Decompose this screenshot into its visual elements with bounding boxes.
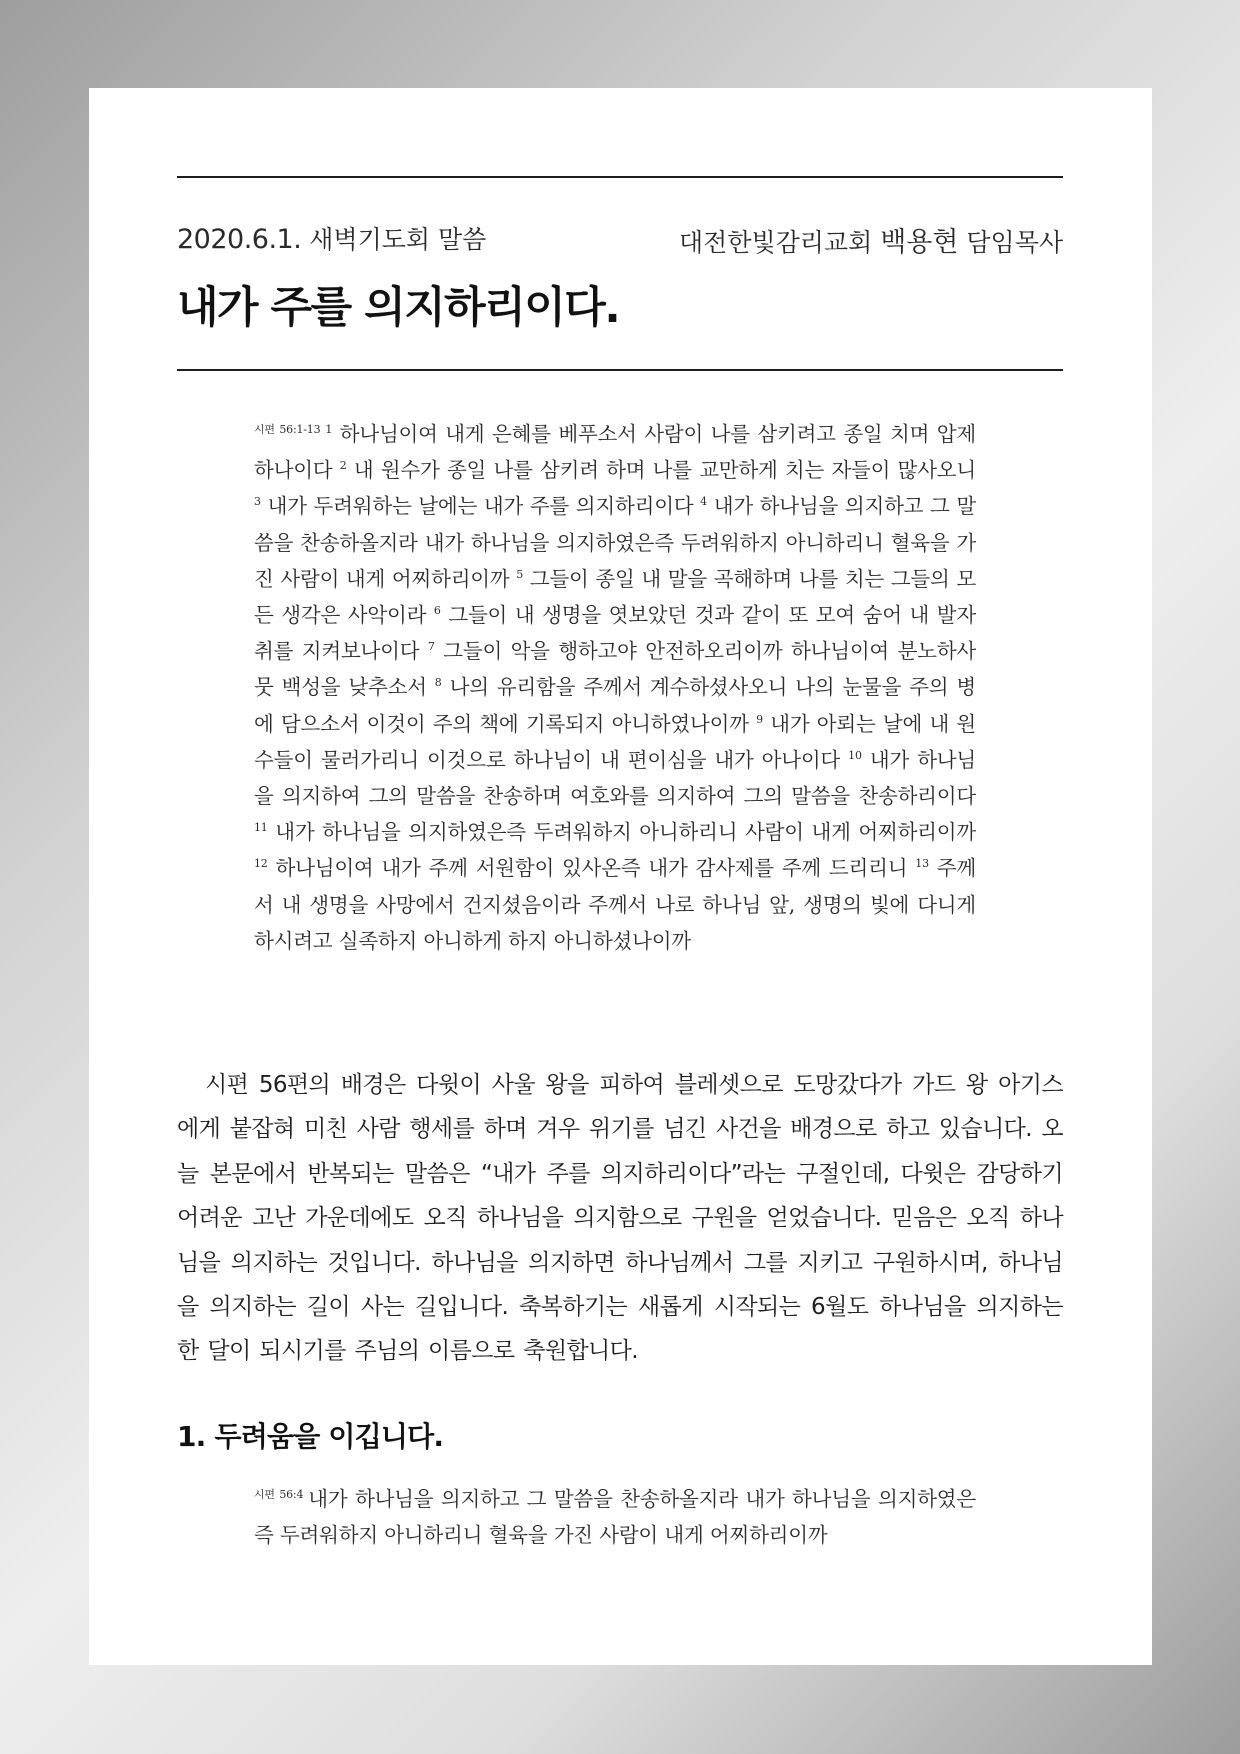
section-scripture-text: 내가 하나님을 의지하고 그 말씀을 찬송하올지라 내가 하나님을 의지하였은즉 두려워하지 아니하리니 혈육을 가진 사람이 내게 어찌하리이까 <box>254 1487 976 1548</box>
verse-number: 12 <box>254 857 268 871</box>
verse-text: 나의 유리함을 주께서 계수하셨사오니 나의 눈물을 주의 병에 담으소서 이것이 주의 책에 기록되지 아니하였나이까 <box>254 675 976 736</box>
verse-number: 7 <box>427 640 435 654</box>
scripture-passage <box>254 412 976 959</box>
verse-text: 하나님이여 내가 주께 서원함이 있사온즉 내가 감사제를 주께 드리리니 <box>267 856 916 881</box>
verse-text: 그들이 종일 내 말을 곡해하며 나를 치는 그들의 모든 생각은 사악이라 <box>254 566 976 628</box>
title-divider <box>177 369 1063 371</box>
top-divider <box>177 176 1063 178</box>
verse-number: 8 <box>434 676 442 690</box>
verse-number: 5 <box>516 567 524 581</box>
verse-number: 9 <box>756 712 763 726</box>
verse-text: 내가 하나님을 의지하여 그의 말씀을 찬송하며 여호와를 의지하여 그의 말씀을 찬송하리이다 <box>254 747 976 809</box>
scripture-verses <box>254 422 976 953</box>
verse-text: 그들이 내 생명을 엿보았던 것과 같이 또 모여 숨어 내 발자취를 지켜보나이다 <box>254 603 976 664</box>
verse-number: 4 <box>700 495 707 509</box>
verse-text: 내가 두려워하는 날에는 내가 주를 의지하리이다 <box>260 494 701 519</box>
verse-number: 11 <box>254 821 268 835</box>
scripture-reference: 시편 56:1-13 <box>254 423 321 436</box>
verse-text: 내가 아뢰는 날에 내 원수들이 물러가리니 이것으로 하나님이 내 편이심을 내가 아나이다 <box>254 711 976 772</box>
verse-number: 2 <box>339 459 347 473</box>
sermon-paragraph: 시편 56편의 배경은 다윗이 사울 왕을 피하여 블레셋으로 도망갔다가 가드 왕 아기스에게 붙잡혀 미친 사람 행세를 하며 겨우 위기를 넘긴 사건을 배경으로 하고 있습니다. 오늘 본문에서 반복되는 말씀은 “내가 주를 의지하리이다”라는 구절인데, 다윗은 감당하기 어려운 고난 가운데에도 오직 하나님을 의지함으로 구원을 얻었습니다. 믿음은 오직 하나님을 의지하는 것입니다. 하나님을 의지하면 하나님께서 그를 지키고 구원하시며, 하나님을 의지하는 길이 사는 길입니다. 축복하기는 새롭게 시작되는 6월도 하나님을 의지하는 한 달이 되시기를 주님의 이름으로 축원합니다. <box>177 1072 1063 1365</box>
verse-number: 13 <box>915 857 929 871</box>
section-scripture-reference: 시편 56:4 <box>254 1488 304 1501</box>
church-info <box>679 220 1063 259</box>
pastor-name: 백용현 <box>880 227 959 258</box>
verse-number: 3 <box>254 495 261 509</box>
verse-text: 그들이 악을 행하고야 안전하오리이까 하나님이여 분노하사 뭇 백성을 낮추소서 <box>254 639 976 700</box>
verse-text: 내가 하나님을 의지하였은즉 두려워하지 아니하리니 사람이 내게 어찌하리이까 <box>267 820 976 845</box>
verse-number: 10 <box>848 748 862 762</box>
service-info <box>177 220 486 256</box>
verse-number: 1 <box>325 423 333 436</box>
verse-number: 6 <box>433 604 441 618</box>
section-scripture <box>254 1477 976 1553</box>
verse-text: 하나님이여 내게 은혜를 베푸소서 사람이 나를 삼키려고 종일 치며 압제하나이다 <box>254 422 976 483</box>
verse-text: 내가 하나님을 의지하고 그 말씀을 찬송하올지라 내가 하나님을 의지하였은즉 두려워하지 아니하리니 혈육을 가진 사람이 내게 어찌하리이까 <box>254 494 976 591</box>
section-heading: 1. 두려움을 이깁니다. <box>177 1420 444 1453</box>
pastor-title: 담임목사 <box>966 228 1063 257</box>
service-name: 새벽기도회 말씀 <box>309 225 487 254</box>
service-date: 2020.6.1. <box>177 224 302 255</box>
church-name: 대전한빛감리교회 <box>679 228 873 257</box>
sermon-title: 내가 주를 의지하리이다. <box>177 283 620 333</box>
verse-text: 내 원수가 종일 나를 삼키려 하며 나를 교만하게 치는 자들이 많사오니 <box>346 458 976 483</box>
document-page <box>89 88 1152 1665</box>
verse-text: 주께서 내 생명을 사망에서 건지셨음이라 주께서 나로 하나님 앞, 생명의 빛에 다니게 하시려고 실족하지 아니하게 하지 아니하셨나이까 <box>254 856 976 953</box>
